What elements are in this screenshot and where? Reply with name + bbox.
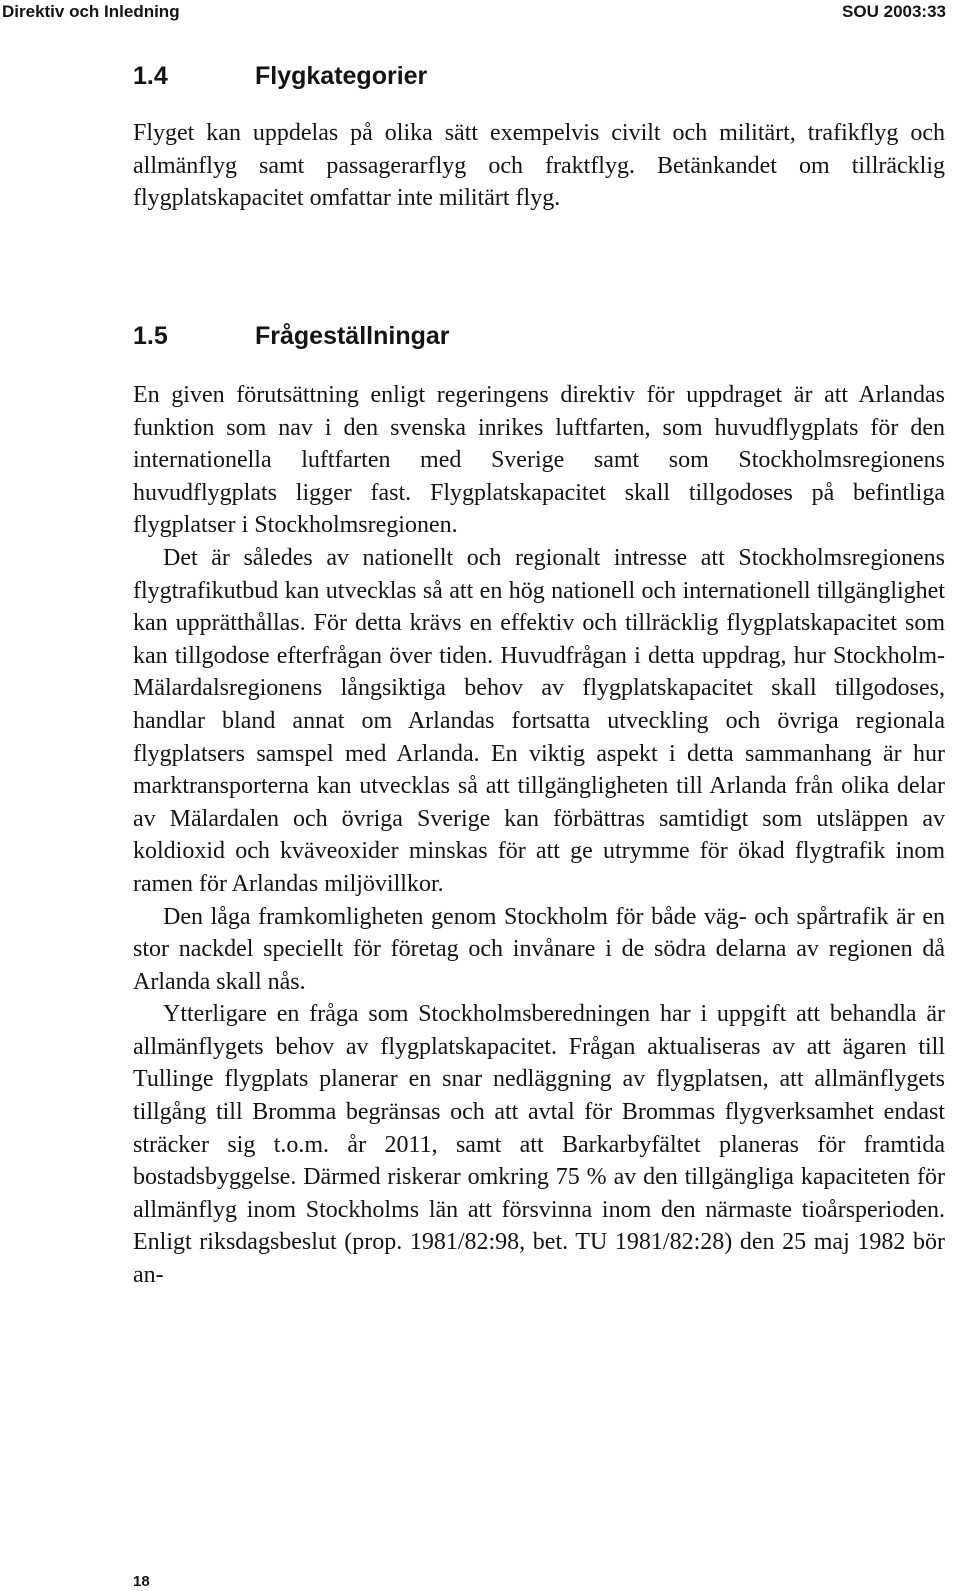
paragraph: Den låga framkomligheten genom Stockholm för både väg- och spårtrafik är en stor nackdel speciellt för företag och invånare i de södra delarna av regionen då Arlanda skall nås.: [133, 903, 945, 995]
section-1-4-body: [133, 117, 945, 215]
section-heading-1-5: [133, 320, 450, 352]
paragraph: Ytterligare en fråga som Stockholmsberedningen har i uppgift att behandla är allmänflygets behov av flygplatskapacitet. Frågan aktualiseras av att ägaren till Tullinge flygplats planerar en snar nedläggning av flygplatsen, att allmänflygets tillgång till Bromma begränsas och att avtal för Brommas flygverksamhet endast sträcker sig t.o.m. år 2011, samt att Barkarbyfältet planeras för framtida bostadsbyggelse. Därmed riskerar omkring 75 % av den tillgängliga kapaciteten för allmänflyg inom Stockholms län att försvinna inom den närmaste tioårsperioden. Enligt riksdagsbeslut (prop. 1981/82:98, bet. TU 1981/82:28) den 25 maj 1982 bör an-: [133, 1001, 945, 1289]
running-header: [0, 0, 960, 24]
section-heading-1-4: [133, 60, 427, 92]
header-chapter-title: Direktiv och Inledning: [2, 2, 180, 21]
header-report-id: SOU 2003:33: [842, 2, 946, 21]
section-title: Flygkategorier: [255, 62, 428, 90]
section-title: Frågeställningar: [255, 322, 450, 350]
paragraph: En given förutsättning enligt regeringens direktiv för uppdraget är att Arlandas funktion som nav i den svenska inrikes luftfarten, som huvudflygplats för den internationella luftfarten med Sverige samt som Stockholmsregionens huvudflygplats ligger fast. Flygplatskapacitet skall tillgodoses på befintliga flygplatser i Stockholmsregionen.: [133, 382, 945, 539]
paragraph: Det är således av nationellt och regionalt intresse att Stockholmsregionens flygtrafikutbud kan utvecklas så att en hög nationell och internationell tillgänglighet kan upprätthållas. För detta krävs en effektiv och tillräcklig flygplatskapacitet som kan tillgodose efterfrågan över tiden. Huvudfrågan i detta uppdrag, hur Stockholm-Mälardalsregionens långsiktiga behov av flygplatskapacitet skall tillgodoses, handlar bland annat om Arlandas fortsatta utveckling och övriga regionala flygplatsers samspel med Arlanda. En viktig aspekt i detta sammanhang är hur marktransporterna kan utvecklas så att tillgängligheten till Arlanda från olika delar av Mälardalen och övriga Sverige kan förbättras samtidigt som utsläppen av koldioxid och kväveoxider minskas för att ge utrymme för ökad flygtrafik inom ramen för Arlandas miljövillkor.: [133, 544, 945, 897]
page-number: 18: [133, 1573, 150, 1590]
section-number: 1.4: [133, 62, 168, 90]
paragraph: Flyget kan uppdelas på olika sätt exempelvis civilt och militärt, trafikflyg och allmänflyg samt passagerarflyg och fraktflyg. Betänkandet om tillräcklig flygplatskapacitet omfattar inte militärt flyg.: [133, 120, 945, 212]
section-1-5-body: [133, 379, 945, 1292]
section-number: 1.5: [133, 322, 168, 350]
